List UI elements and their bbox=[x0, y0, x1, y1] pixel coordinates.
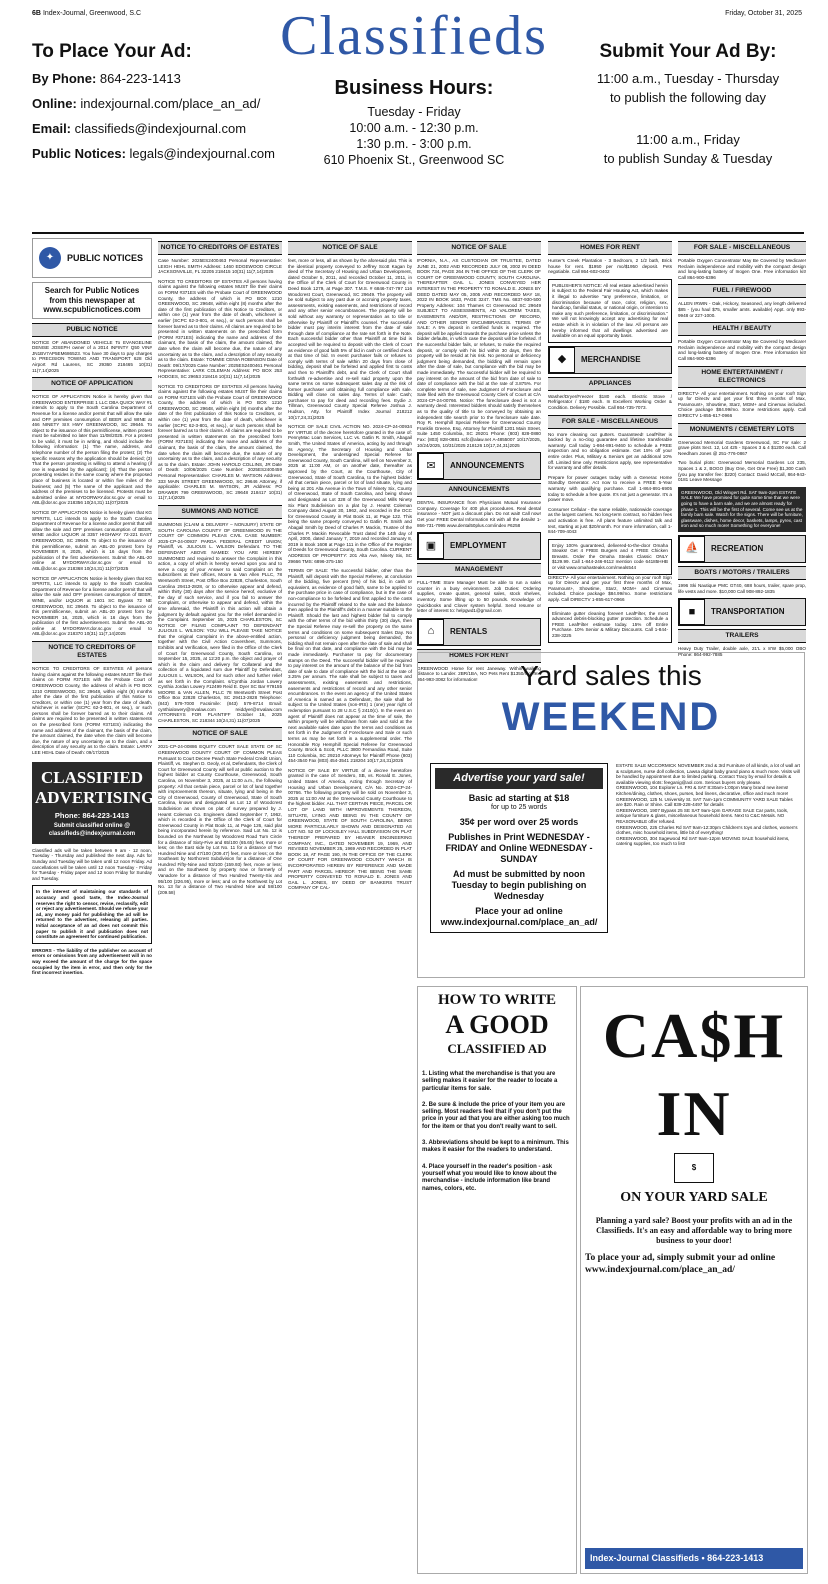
ad-item: ALLEN IRWIN - Oak, Hickory, Seasoned, any length delivered $85 - (you haul $75, smaller amts. available) Appt. only 993-9948 or 227-1000. bbox=[678, 301, 806, 318]
ad-item: DENTAL INSURANCE from Physicians Mutual Insurance Company. Coverage for 400 plus procedures. Real dental insurance - NOT just a discount plan. Do not wait! Call now! Get your FREE Dental Information Kit with all the details! 1-866-731-7995 www.dental50plus.com/index #6258 bbox=[417, 500, 541, 528]
notice-item: NOTICE TO CREDITORS OF ESTATES All persons having claims against the following estates MUST file their claims on FORM #371ES with the Probate Court of GREENWOOD County, the address of which is PO BOX 1210 GREENWOOD, SC 29648, within eight (8) months after the date of the first publication of this Notice to Creditors, or within one (1) year from the date of death, whichever is earlier (SCPC 62-3-801, et seq.), or such persons shall be forever barred as to their claims. All claims are required to be presented in written statements on the prescribed form (FORM #371ES) indicating the name and address of the claimant, the basis of the claim, the amount claimed, the date when the claim will become due, the nature of any uncertainty as to the claim, and a description of any security as to the claim. Estate: TOMMIE CENIA ROBINSON Date of Death: 09/17/2025 Case Number: 2025ES2400461 Personal Representative: LARK COLEMAN Address: PO BOX 253 HODGES, SC 29653 218416 10(31) 11(7,14)2025 bbox=[158, 278, 282, 379]
section-header: BOATS / MOTORS / TRAILERS bbox=[678, 566, 806, 580]
yard-listing: GREENWOOD, 1907 Bypass 25 SE SAT 9am-1pm GARAGE SALE Car parts, tools, antique furniture & glass, miscellaneous household items. Next to C&C Metals. NO REASONABLE offer refused. bbox=[616, 807, 789, 824]
ad-item: FULL-TIME Store Manager Must be able to run a sales counter in a busy environment. Job Duties: Ordering supplies, create quotes, general sales, stock shelves, inventory. Some lifting up to 50 pounds. Knowledge of Quickbooks and Clover system helpful. Send resume or letter of interest to: helpgwd1@gmail.com bbox=[417, 580, 541, 614]
ad-item: 1996 Ski Nautique PMC GT40, 688 hours, trailer, spare prop, life vests and more. $10,000 Call 908-892-1835 bbox=[678, 583, 806, 594]
yard-listing: GREENWOOD, 104 Explorer Ln. FRI & SAT 8:30am-1:00pm Many brand new items! Kitchen/dining, clothes, shoes, purses, bed linens, decorative, office and much more! bbox=[616, 785, 789, 796]
classified-phone: Phone: 864-223-1413 bbox=[54, 811, 130, 821]
online-link[interactable]: indexjournal.com/place_an_ad/ bbox=[80, 96, 261, 112]
section-header: MONUMENTS / CEMETERY LOTS bbox=[678, 423, 806, 437]
business-hours: Business Hours: Tuesday - Friday 10:00 a.m. - 12:30 p.m. 1:30 p.m. - 3:00 p.m. 610 Phoenix St., Greenwood SC bbox=[323, 77, 505, 167]
classified-email: Submit classified online @ classifieds@indexjournal.com bbox=[48, 823, 136, 837]
ad-item: No more cleaning out gutters. Guaranteed! LeafFilter is backed by a no-clog guarantee and lifetime transferable warranty. Call today 1-864-891-9460 to schedule a FREE inspection and no obligation estimate. Get 15% off your entire order. Plus, Military & Seniors get an additional 10% off. Limited time only. Restrictions apply, see representative for warranty and offer details. bbox=[548, 431, 672, 471]
section-header: NOTICE OF SALE bbox=[158, 727, 282, 741]
yard-online-link[interactable]: Place your ad online www.indexjournal.com/place_an_ad/ bbox=[440, 905, 598, 927]
section-header: NOTICE OF SALE bbox=[417, 241, 541, 255]
publishers-notice: PUBLISHER'S NOTICE: All real estate advertised herein is subject to the Federal Fair Housing Act, which makes it illegal to advertise "any preference, limitation, or discrimination because of race, color, religion, sex, handicap, familial status, or national origin, or intention to make any such preference, limitation, or discrimination." We will not knowingly accept any advertising for real estate which is in violation of the law. All persons are hereby informed that all dwellings advertised are available on an equal opportunity basis. bbox=[548, 279, 672, 343]
section-header: FUEL / FIREWOOD bbox=[678, 284, 806, 298]
ad-item: DIRECTV- All your entertainment. Nothing on your roof! Sign up for Directv and get your first three months of Max, Paramount+, Showtime, Starz, MGM+ and Cinemax included. Choice package $84.99/mo. Some restrictions apply. Call DIRECTV 1-855-617-0966 bbox=[678, 390, 806, 419]
yard-listing: ESTATE SALE MCCORMICK NOVEMBER 2nd & 3rd Furniture of all kinds, a lot of wall art & sculptures, nurse doll collection, Lawsa digital baby grand piano & much more. Visits will be handled by appointment due to limited parking. Contact Tracy by email for details & available viewing slots: feeganig@aol.com. Serious buyers only please. bbox=[616, 763, 800, 785]
ad-item: Two burial plots: Greenwood Memorial Gardens Lot 235, Spaces 1 & 2, BOGO (Buy One, Get One Free) $1,300 Cash (you pay transfer fee: $220) Contact: David McCall, 864-943-0181 Leave Message bbox=[678, 460, 806, 483]
ad-item: Greenwood Memorial Gardens Greenwood, SC For sale: 2 grave plots Sect. 12, Lot 425 - Spaces 3 & 4 $1200 each. Call Needham Jones @ 251-776-0867 bbox=[678, 439, 806, 456]
section-header: FOR SALE - MISCELLANEOUS bbox=[548, 415, 672, 429]
transportation-banner: ■ TRANSPORTATION bbox=[678, 598, 806, 626]
cash-in-title: CA$H IN bbox=[602, 1000, 786, 1150]
classified-advertising-box: CLASSIFIED ADVERTISING Phone: 864-223-1413 Submit classified online @ classifieds@indexjournal.com bbox=[32, 762, 152, 844]
section-header: NOTICE TO CREDITORS OF ESTATES bbox=[32, 641, 152, 663]
section-header: FOR SALE - MISCELLANEOUS bbox=[678, 241, 806, 255]
yard-listing: GREENWOOD, 125 N. University St. SAT 7am-1pm COMMUNITY YARD SALE Tables are $20. Rain or Shine. Call 839-228-4497 for details bbox=[616, 796, 793, 808]
notice-item: SUMMONS (CLAIM & DELIVERY – NONJURY) STATE OF SOUTH CAROLINA COUNTY OF GREENWOOD IN THE COURT OF COMMON PLEAS CIVIL CASE NUMBER: 2025-CP-24-00937 PARDA FEDERAL CREDIT UNION; Plaintiff, vs. JULIOUS L. WILSON Defendant. TO THE DEFENDANT ABOVE NAMED: YOU ARE HEREBY SUMMONED and required to answer the Complaint in this action, a copy of which is hereby served upon you and to serve a copy of your Answer to said Complaint on the subscribers at their offices, Moore & Van Allen PLLC, 78 Wentworth Street, Post Office Box 22828, Charleston, South Carolina 29413-2828, or to otherwise appear and defend, within thirty (30) days after the service hereof, exclusive of the day of such service, and if you fail to answer the Complaint, or otherwise to appear and defend, within the time aforesaid, the Plaintiff in this action will obtain a judgment by default against you for the relief demanded in the Complaint. September 15, 2025 CHARLESTON, SC NOTICE OF FILING COMPLAINT TO DEFENDANT JULIOUS L. WILSON: YOU WILL PLEASE TAKE NOTICE that the original Complaint in the above-entitled action, together with the Civil Action Coversheet, Summons, Exhibits and Verification, were filed in the Office of the Clerk of Court for Greenwood County, South Carolina, on September 15, 2025, at 12:20 p.m. the object and prayer of which is the claim and delivery for Collateral and the collection of a liquidated sum due Plaintiff by Defendant, JULIOUS L. WILSON, and for such other and further relief as set forth in the Complaint. s/Cynthia Jordan Lowery Cynthia Jordan Lowery #12499 Reid E. Dyer SC Bar #79155 MOORE & VAN ALLEN, PLLC 78 Wentworth Street Post Office Box 22828 Charleston, SC 29413-2828 Telephone: (843) 579-7000 Facsimile: (843) 579-8714 Email: cynthialowery@mvalaw.com reiddyer@mvalaw.com ATTORNEYS FOR PLAINTIFF October 16, 2025 CHARLESTON, SC 218344 10(24,31) 11(07)2025 bbox=[158, 522, 282, 723]
yard-listing: GREENWOOD, 304 Sagewood Rd SAT 9am-12pm MOVING SALE household items, catering supplies, too much to list! bbox=[616, 835, 790, 847]
errors-text: ERRORS - The liability of the publisher on account of errors or omissions from any advertisement will in no way exceed the amount of the charge for the space occupied by the item in error, and then only for the first incorrect insertion. bbox=[32, 947, 152, 976]
section-header: TRAILERS bbox=[678, 629, 806, 643]
section-header: HEALTH / BEAUTY bbox=[678, 322, 806, 336]
column-5 bbox=[548, 238, 672, 648]
masthead bbox=[0, 0, 828, 236]
section-header: PUBLIC NOTICE bbox=[32, 323, 152, 337]
phone-number[interactable]: 864-223-1413 bbox=[99, 71, 181, 87]
estate-sale-ad: GREENWOOD, Old Wingert Rd. SAT 9am-2pm ESTATE SALE We have promised for quite some time that we were going to have a barn sale, and we are almost ready for phase 1. This will be the first of several. Come see us at the family barn sale. Watch for the signs. There will be furniture, glassware, dishes, home decor, baskets, lamps, pyrex, cast iron and so much more! Something for everyone! bbox=[678, 487, 806, 532]
section-header: MANAGEMENT bbox=[417, 563, 541, 577]
ad-item: Enjoy 100% guaranteed, delivered-to-the-door Omaha Steaks! Get 4 FREE Burgers and 4 FREE Chicken Breasts. Order the Omaha Steaks Classic ONLY $129.99. Call 1-844-246-9112 mention code 64185HHB or visit www.omahasteaks.com/meals544 bbox=[548, 539, 672, 575]
yard-ad-promo: Advertise your yard sale! Basic ad starting at $18 for up to 25 words 35¢ per word over 25 words Publishes in Print WEDNESDAY - FRIDAY and Online WEDNESDAY - SUNDAY Ad must be submitted by noon Tuesday to begin publishing on Wednesday Place your ad online www.indexjournal.com/place_an_ad/ bbox=[430, 763, 608, 933]
merchandise-banner: ◆ MERCHANDISE bbox=[548, 346, 672, 374]
cash-in-online-link[interactable]: To place your ad, simply submit your ad online www.indexjournal.com/place_an_ad/ bbox=[585, 1253, 776, 1276]
notice-item: NOTICE OF SALE BY VIRTUE of a decree heretofore granted in the case of: Sendero, SB, vs. Ronald E. Jones, United States of America, Acting through Secretary of Housing and Urban Development, C/A No. 2024-CP-24-00766. The following property will be sold on November 3, 2025 at 11:00 AM at the Greenwood County Courthouse to the highest bidder. ALL THAT CERTAIN PIECE, PARCEL OR LOT OF LAND WITH IMPROVEMENTS THEREON, SITUATE, LYING AND BEING IN THE COUNTY OF GREENWOOD, STATE OF SOUTH CAROLINA, BEING MORE PARTICULARLY SHOWN AND DESIGNATED AS LOT NO. 52 OF LOCKSLEY HALL SUBDIVISION ON PLAT THEREOF PREPARED BY HEANER ENGINEERING COMPANY, INC., DATED NOVEMBER 19, 1969, AND REVISED NOVEMBER 25, 1969 AND RECORDED IN PLAT BOOK 18, AT PAGE 190, IN THE OFFICE OF THE CLERK OF COURT FOR GREENWOOD COUNTY WHICH IS INCORPORATED HEREIN BY REFERENCE AND MADE PART AND PARCEL HEREOF. THE BEING THE SAME PROPERTY CONVEYED TO RONALD E. JONES AND GAIL L. JONES, BY DEED OF BANKERS TRUST COMPANY OF CAL- bbox=[288, 767, 412, 891]
notices-email[interactable]: legals@indexjournal.com bbox=[129, 145, 275, 161]
place-ad-block: To Place Your Ad: By Phone: 864-223-1413 Online: indexjournal.com/place_an_ad/ Email: classifieds@indexjournal.com Public Notices: legals@indexjournal.com bbox=[32, 41, 275, 161]
announcements-banner: ✉ ANNOUNCEMENTS bbox=[417, 452, 541, 480]
notice-item: NOTICE OF APPLICATION Notice is hereby given that KG SPIRITS, LLC intends to apply to the South Carolina Department of Revenue for a license and/or permit that will allow the sale and OFF premises consumption of BEER, WINE and/or LIQUOR at 3357 HIGHWAY 72-221 EAST GREENWOOD, SC 29649. To object to the issuance of this permit/license, submit an ABL-20 protest form by NOVEMBER 8, 2025, which is 16 days from the publication of the first advertisement. Submit the ABL-20 online at MYDORWAY.dor.sc.gov or email to ABL@dor.sc.gov 218368 10(24,31) 11(07)2025 bbox=[32, 510, 152, 571]
ad-item: Heavy Duty Trailer, double axle, 21'L x 8'W $5,000 OBO Phone: 864-992-7885 bbox=[678, 646, 806, 657]
yard-title: Yard sales this bbox=[520, 660, 702, 691]
deadlines-text: Classified ads will be taken between 9 am - 12 noon, Tuesday - Thursday and published the next day. Ads for Sunday and Tuesday will be taken until 12 noon Friday. Ad cancellations will be taken until 12 noon Tuesday - Friday for Tuesday - Friday paper and 12 noon Friday for Sunday and Tuesday. bbox=[32, 847, 152, 881]
column-2 bbox=[158, 238, 282, 1574]
notice-item: TERMS OF SALE: The successful bidder, other than the Plaintiff, will deposit with the Special Referee, at conclusion of the bidding, five percent (5%) of his bid, in cash or equivalent, as evidence of good faith, same to be applied to the purchase price in case of compliance, but in the case of non-compliance to be forfeited and first applied to the costs incurred by the Plaintiff related to the sale and the balance then applied to the Plaintiff's debt in a manner suitable to the Plaintiff. Should the last and highest bidder fail to comply with the other terms of the bid within thirty (30) days, then the Special Referee may re-sell the property on the same terms and conditions on some subsequent Sales Day. No personal or deficiency judgment being demanded, the bidding shall not remain open after the date of sale and shall be final on that date, and compliance with the bid may be made immediately. Purchaser to pay for documentary stamps on the Deed. The successful bidder will be required to pay interest on the amount of the balance of the bid from date of sale to date of compliance with the bid at the rate of 3.25% per annum. The sale shall be subject to taxes and assessments, existing easements and restrictions, easements and restrictions of record and any other senior encumbrances. In the event an agency of the United States of America is named as a Defendant, the sale shall be subject to the United States (non-IRS) 1 (one) year right of redemption pursuant to 28 U.S.C § 2410(c). In the event an agent of Plaintiff does not appear at the time of sale, the within property will be withdrawn from sale and sold at the next available sales date upon the terms and conditions as set forth in the Judgment of Foreclosure and Sale or such terms as may be set forth in a supplemental order. The Honorable Roy Hemphill Special Referee for Greenwood County. Brock & Scott, PLLC 3800 Fernandina Road, Suite 110 Columbia, SC 29210 Attorneys for Plaintiff Phone (803) 454-3540 Fax (803) 454-3541 218204 10(17,24,31)2025 bbox=[288, 568, 412, 764]
tag-icon: ◆ bbox=[549, 347, 575, 373]
ad-item: Portable Oxygen Concentrator May Be Covered by Medicare! Reclaim independence and mobility with the compact design and long-lasting battery of Inogen One. Free information kit! Call 864-900-6396 bbox=[678, 339, 806, 362]
classifieds-phone-bar: Index-Journal Classifieds • 864-223-1413 bbox=[585, 1548, 803, 1569]
notice-item: NOTICE TO CREDITORS OF ESTATES All persons having claims against the following estates MUST file their claims on FORM #371ES with the Probate Court of GREENWOOD County, the address of which is PO BOX 1210 GREENWOOD, SC 29648, within eight (8) months after the date of the first publication of this Notice to Creditors, or within one (1) year from the date of death, whichever is earlier (SCPC 62-3-801, et seq.), or such persons shall be forever barred as to their claims. All claims are required to be presented in written statements on the prescribed form (FORM #371ES) indicating the name and address of the claimant, the basis of the claim, the amount claimed, the date when the claim will become due, the nature of any uncertainty as to the claim, and a description of any security as to the claim. Estate: LARRY LEE HEHL Date of Death: 09/17/2025 bbox=[32, 666, 152, 756]
megaphone-icon: ✉ bbox=[418, 453, 444, 479]
yard-weekend: WEEKEND bbox=[501, 695, 721, 740]
notice-item: NOTICE OF SALE CIVIL ACTION NO. 2024-CP-24-00934 BY VIRTUE of the decree heretofore granted in the case of: PennyMac Loan Services, LLC vs. Gatlin R. Smith, Abagail Smith, The United States of America, acting by and through its Agency, The Secretary of Housing and Urban Development, the undersigned Special Referee for Greenwood County, South Carolina, will sell on November 3, 2025 at 11:00 AM, or on another date, thereafter as approved by the Court, at the Courthouse, City of Greenwood, State of South Carolina, to the highest bidder: All that certain piece, parcel or lot of land situate, lying and being at 201 Alta Avenue in the Town of Ninety Six, County of Greenwood, State of South Carolina, and being shown and designated as Lot 328 of the Greenwood Mills Ninety Six Plant Subdivision on a plat by J. Hearst Coleman Company dated August 30, 1962, and recorded in the OCC for Greenwood County in Plat Book 11, at Page 122. This being the same property conveyed to Gatlin R. Smith and Abagail Smith by Deed of Charles P. Mackin, Trustee of the Charles P. Mackin Revocable Trust dated the 14th day of April, 2000, dated January 7, 2019 and recorded January 8, 2019 in Book 1608 at Page 111 in the Office of the Register of Deeds for Greenwood County, South Carolina. CURRENT ADDRESS OF PROPERTY: 201 Alta Ave, Ninety Six, SC 29666 TMS: 6896-375-150 bbox=[288, 424, 412, 564]
briefcase-icon: ▣ bbox=[418, 533, 444, 559]
page-number: 6B bbox=[32, 10, 41, 17]
section-header: HOME ENTERTAINMENT / ELECTRONICS bbox=[678, 366, 806, 388]
notice-item: NOTICE OF APPLICATION Notice is hereby given that KG SPIRITS, LLC intends to apply to the South Carolina Department of Revenue for a license and/or permit that will allow the sale and OFF premises consumption of BEER, WINE, and/or LIQUOR at 1601 SC Bypass 72 NE GREENWOOD, SC 29649. To object to the issuance of this permit/license, submit an ABL-20 protest form by NOVEMBER 16, 2025, which is 16 days from the publication of the first advertisement. Submit the ABL-20 online at MYDORWAY.dor.sc.gov or email to ABL@dor.sc.gov 218370 10(31) 11(7,14)2025 bbox=[32, 575, 152, 637]
megaphone-icon: ✦ bbox=[39, 247, 61, 269]
recreation-banner: ⛵ RECREATION bbox=[678, 535, 806, 563]
notice-item: IFORNIA, N.A., AS CUSTODIAN OR TRUSTEE, DATED JUNE 21, 2002 AND RECORDED JULY 08, 2002 IN DEED BOOK 734, PAGE 264 IN THE OFFICE OF THE CLERK OF COURT OF GREENWOOD COUNTY, SOUTH CAROLINA. THEREAFTER GAIL L. JONES CONVEYED HER INTEREST IN THE PROPERTY TO RONALD E. JONES BY DEED DATED MAY 05, 2005 AND RECORDED MAY 18, 2022 IN BOOK 1633, PAGE 3247. TMS No. 6837-930-500 Property Address: 104 Thames Ct Greenwood SC 29649 SUBJECT TO ASSESSMENTS, AD VALOREM TAXES, EASEMENTS AND/OR, RESTRICTIONS OF RECORD, AND OTHER SENIOR ENCUMBRANCES. TERMS OF SALE: A 5% deposit in certified funds is required. The deposit will be applied towards the purchase price unless the bidder defaults, in which case the deposit will be forfeited. If the successful bidder fails, or refuses, to make the required deposit, or comply with his bid within 30 days, then the property will be resold at his risk. No personal or deficiency judgment being demanded, the bidding will remain open after the date of sale, but compliance with the bid may be made immediately. The successful bidder will be required to pay interest on the amount of the bid from date of sale to date of compliance with the bid at the rate of 3.875%. For complete terms of sale, see Judgment of Foreclosure and Sale filed with the Greenwood County Clerk of Court at C/A 2024-CP-24-00766. Notice: The foreclosure deed is not a warranty deed. Interested bidders should satisfy themselves as to the quality of title to be conveyed by obtaining an independent title search prior to the foreclosure sale date. Roy R. Hemphill Special Referee for Greenwood County Franklin Greene, Esq. Attorney for Plaintiff 1201 Main Street, Suite 1450 Columbia, SC 29201 Phone: (803) 828-0880 Fax: (803) 828-0881 scfc@alaw.net A-4855007 10/17/2025, 10/24/2025, 10/31/2025 218126 10(17,24,31)2025 bbox=[417, 258, 541, 448]
notice-item: NOTICE TO CREDITORS OF ESTATES All persons having claims against the following estates MUST file their claims on FORM #371ES with the Probate Court of GREENWOOD County, the address of which is PO BOX 1210 GREENWOOD, SC 29648, within eight (8) months after the date of the first publication of this Notice to Creditors, or within one (1) year from the date of death, whichever is earlier (SCPC 62-3-801, et seq.), or such persons shall be forever barred as to their claims. All claims are required to be presented in written statements on the prescribed form (FORM #371ES) indicating the name and address of the claimant, the basis of the claim, the amount claimed, the date when the claim will become due, the nature of any uncertainty as to the claim, and a description of any security as to the claim. Estate: JOHN HAROLD COLLINS, JR Date of Death: 10/06/2025 Case Number: 2025ES2400459 Personal Representative: CHARLES M. WATSON Address: 333 MAIN STREET GREENWOOD, SC 29646 Attorney, if applicable: CHARLES M. WATSON, JR Address: PO DRAWER 799 GREENWOOD, SC 29648 218417 10(31) 11(7,14)2025 bbox=[158, 383, 282, 501]
section-header: NOTICE OF SALE bbox=[288, 241, 412, 255]
issue-date: Friday, October 31, 2025 bbox=[725, 10, 802, 17]
email-link[interactable]: classifieds@indexjournal.com bbox=[74, 120, 247, 136]
section-header: ANNOUNCEMENTS bbox=[417, 483, 541, 497]
ad-item: GREENWOOD Home for rent Janeway. Within walking distance to Lander. 2BR/1BA, NO Pets Rent $1350/mo Text 864-993-3082 for information! bbox=[417, 665, 541, 683]
section-header: NOTICE OF APPLICATION bbox=[32, 377, 152, 391]
ad-item: Hunter's Creek Plantation - 3 Bedroom, 2 1/2 bath, Brick house for rent. $1950 per mo/$1950 deposit. Pets negotiable. Call 864-602-0402 bbox=[548, 258, 672, 275]
paper-name: Index-Journal, Greenwood, S.C bbox=[42, 10, 142, 17]
section-header: SUMMONS AND NOTICE bbox=[158, 505, 282, 519]
section-header: NOTICE TO CREDITORS OF ESTATES bbox=[158, 241, 282, 255]
search-notices-link[interactable]: Search for Public Notices from this newspaper at www.scpublicnotices.com bbox=[32, 282, 152, 319]
boat-icon: ⛵ bbox=[679, 536, 705, 562]
submit-deadlines: Submit Your Ad By: 11:00 a.m., Tuesday - Thursday to publish the following day 11:00 a.m., Friday to publish Sunday & Tuesday bbox=[596, 41, 780, 166]
place-ad-title: To Place Your Ad: bbox=[32, 41, 192, 62]
house-icon: ⌂ bbox=[418, 619, 444, 645]
policy-text: In the interest of maintaining our standards of accuracy and good taste, the Index-Journal reserves the right to censor, revise, reclassify, edit or reject any advertisement. Should we refuse your ad, any money paid for publishing the ad will be returned to the advertiser, releasing all parties. Initial acceptance of an ad does not commit this paper to publish it and publication does not constitute an agreement for continued publication. bbox=[32, 885, 152, 943]
notice-item: NOTICE OF APPLICATION Notice is hereby given that GREENWOOD ENTERPRISE 1 LLC DBA QUICK WAY #1 intends to apply to the South Carolina Department of Revenue for a license and/or permit that will allow the sale and OFF premises consumption of BEER and WINE at 466 NINETY SIX HWY GREENWOOD, SC 29646. To object to the issuance of this permit/license, written protest must be submitted no later than 11/08/2025. For a protest to be valid, it must be in writing, and should include the following information: (1) The name, address, and telephone number of the person filing the protest; (2) The specific reasons why the application should be denied; (3) That the person protesting is willing to attend a hearing (if one is requested by the applicant); (4) That the person protesting resides in the same county where the proposed place of business is located or within five miles of the business; and (5) The name of the applicant and the address of the premises to be licensed. Protests must be submitted online at MYDORWAY.dor.sc.gov or email to ABL@dor.sc.gov 218356 10(24,31) 11(07)2025 bbox=[32, 394, 152, 506]
car-icon: ■ bbox=[679, 599, 705, 625]
ad-item: Washer/Dryer/Freezer $180 each. Electric Stove / Refrigerator / $180 each. In Excellent Working Order & Condition. Delivery Possible. Call 864-735-7073. bbox=[548, 393, 672, 410]
section-header: APPLIANCES bbox=[548, 377, 672, 391]
column-1 bbox=[32, 238, 155, 1574]
column-4 bbox=[417, 238, 541, 683]
ad-item: Prepare for power outages today with a Generac Home Standby Generator. Act now to receive a FREE 5-Year warranty with qualifying purchase. Call 1-864-891-6905 today to schedule a free quote. It's not just a generator. It's a power move. bbox=[548, 474, 672, 503]
masthead-rule bbox=[32, 232, 804, 234]
section-header: HOMES FOR RENT bbox=[417, 649, 541, 663]
employment-banner: ▣ EMPLOYMENT bbox=[417, 532, 541, 560]
yard-sale-listings bbox=[616, 763, 800, 847]
ad-item: Consumer Cellular - the same reliable, nationwide coverage as the largest carriers. No long-term contract, no hidden fees and activation is free. All plans feature unlimited talk and text, starting at just $20/month. For more information, call 1-844-709-4043 bbox=[548, 506, 672, 535]
notice-item: feet, more or less, all as shown by the aforesaid plat. This is the identical property conveyed to Jeffrey Scott Kagan by deed of The Secretary of Housing and Urban Development, dated October 5, 2011, and recorded October 11, 2011, in the Office of the Clerk of Court for Greenwood County in Deed Book 1279, at Page 307. T.M.S. # 6846-747-797 116 Woodcrest Court, Greenwood, SC 29649. The property will be sold subject to any past due or accruing property taxes, assessments, existing easements, and restrictions of record and any other senior encumbrances. The property will be sold without any warranty or representation as to title or otherwise by Plaintiff or Plaintiff's counsel. The successful bidder must pay interim interest from the date of sale through date of compliance at the rate set forth in the Note. Each successful bidder other than Plaintiff at time bid is accepted will be required to deposit with the Clerk of Court as evidence of good faith 5% of bid in cash or certified check at that time of bid. In event purchaser fails or refuses to comply with terms of sale within 20 days from close of bidding, deposit shall be forfeited and applied first to costs and then to Plaintiff's debt, and the Clerk of Court shall forthwith re-advertise and re-sell said property upon the same terms on some subsequent sales day at the risk of former purchaser until obtaining full compliance with sale. Bidding will close on sales day. Terms of sale: Cash; purchaser to pay for deed and recording fees. Eydie J. Tillman, Greenwood County Special Referee Joshua J. Hudson, Atty. for Plaintiff Index Journal 218212 10(17,24,31)2025 bbox=[288, 258, 412, 420]
section-logo: Classifieds bbox=[280, 5, 548, 67]
ad-item: DIRECTV- All your entertainment. Nothing on your roof! Sign up for Directv and get your first three months of Max, Paramount+, Showtime, Starz, MGM+ and Cinemax included. Choice package $84.99/mo. Some restrictions apply. Call DIRECTV 1-855-617-0966 bbox=[548, 574, 672, 603]
rentals-banner: ⌂ RENTALS bbox=[417, 618, 541, 646]
ad-item: Portable Oxygen Concentrator May Be Covered by Medicare! Reclaim independence and mobility with the compact design and long-lasting battery of Inogen One. Free information kit! Call 864-900-6396 bbox=[678, 258, 806, 280]
section-header: HOMES FOR RENT bbox=[548, 241, 672, 255]
notice-item: NOTICE OF ABANDONED VEHICLE To EVANGELINE DENISE JOSEPH owner of a 2014 INFINTY Q50 VIN# JN1BV7AP5EM686523. You have 30 days to pay charges to PRECISION TOWING AND TRANSPORT 628 Old Airport Rd Laurens, SC 29360 218465 10(31) 11(7,14)2025 bbox=[32, 339, 152, 373]
yard-sales-panel bbox=[417, 652, 805, 978]
ad-item: Eliminate gutter cleaning forever! LeafFilter, the most advanced debris-blocking gutter protection. Schedule a FREE LeafFilter estimate today. 15% off Entire Purchase. 10% Senior & Military Discounts. Call 1-844-238-3225 bbox=[548, 607, 672, 643]
notice-item: 2021-CP-24-00886 EQUITY COURT SALE STATE OF SC GREENWOOD COUNTY COURT OF COMMON PLEAS Pursuant to Court Decree Peach State Federal Credit Union, Plaintiff, vs. Stephen D. Geoly, et al, Defendants, the Clerk of Court for Greenwood County will sell at public auction to the highest bidder at County Courthouse, Greenwood, South Carolina, on November 3, 2025, at 11:00 a.m., the following property: All that certain piece, parcel or lot of land together with improvements thereon, situate, lying and being in the City of Greenwood, County of Greenwood, State of South Carolina, known and designated as Lot 12 of Woodcrest Subdivision as shown on plat of survey prepared by J. Hearst Coleman Co. Engineers dated September 7, 1962, which is recorded in the Office of the Clerk of Court for Greenwood County in Plat Book 11, at Page 126, said plat being incorporated herein by reference. Said Lot No. 12 is bounded on the Northeast by Woodcrest Road Turn Circle for a distance of Sixty-Five and 65/100 (65.65) feet, more or less; on the East side by Lot No. 11 for a distance of Two Hundred Nine and 47/100 (209.47) feet, more or less; on the Southeast by Northcrest Subdivision for a distance of One Hundred Fifty-Nine and 93/100 (159.93) feet, more or less; and on the Southwest by property now or formerly of Vanadore for a distance of Two Hundred Twenty-Six and 95/100 (226.95), more or less; and on the Northwest by Lot No. 13 for a distance of Two Hundred Nine and 58/100 (209.58) bbox=[158, 744, 282, 895]
public-notices-banner: ✦ PUBLIC NOTICES bbox=[32, 238, 152, 278]
cash-in-panel: CA$H IN $ ON YOUR YARD SALE Planning a yard sale? Boost your profits with an ad in the Classifieds. It's an easy and affordable way to bring more business to your door! To place your ad, simply submit your ad online www.indexjournal.com/place_an_ad/ Index-Journal Classifieds • 864-223-1413 bbox=[580, 986, 808, 1574]
price-tag-icon: $ bbox=[674, 1153, 714, 1183]
how-to-write-panel: HOW TO WRITE A GOOD CLASSIFIED AD 1. Listing what the merchandise is that you are selling makes it easier for the reader to locate a particular items for sale. 2. Be sure & include the price of your item you are selling. Most readers feel that if you don't put the price in your ad that you are either asking too much for the item or that you don't really want to sell. 3. Abbreviations should be kept to a minimum. This makes it easier for the readers to understand. 4. Place yourself in the reader's position - ask yourself what you would like to know about the merchandise - include information like brand names, colors, etc. bbox=[417, 986, 577, 1574]
column-3 bbox=[288, 238, 412, 1574]
yard-listing: GREENWOOD, 225 Charles Rd SAT 9am-12:30pm Children's toys and clothes, women's clothes, misc household items, little bit of everything! bbox=[616, 824, 798, 836]
notice-item: Case Number: 2025ES2400463 Personal Representative: LEIGH HEHL SMITH Address: 1460 EDGEWOOD CIRCLE JACKSONVILLE, FL 32205 218415 10(31) 11(7,14)2025 bbox=[158, 258, 282, 275]
column-6 bbox=[678, 238, 806, 657]
